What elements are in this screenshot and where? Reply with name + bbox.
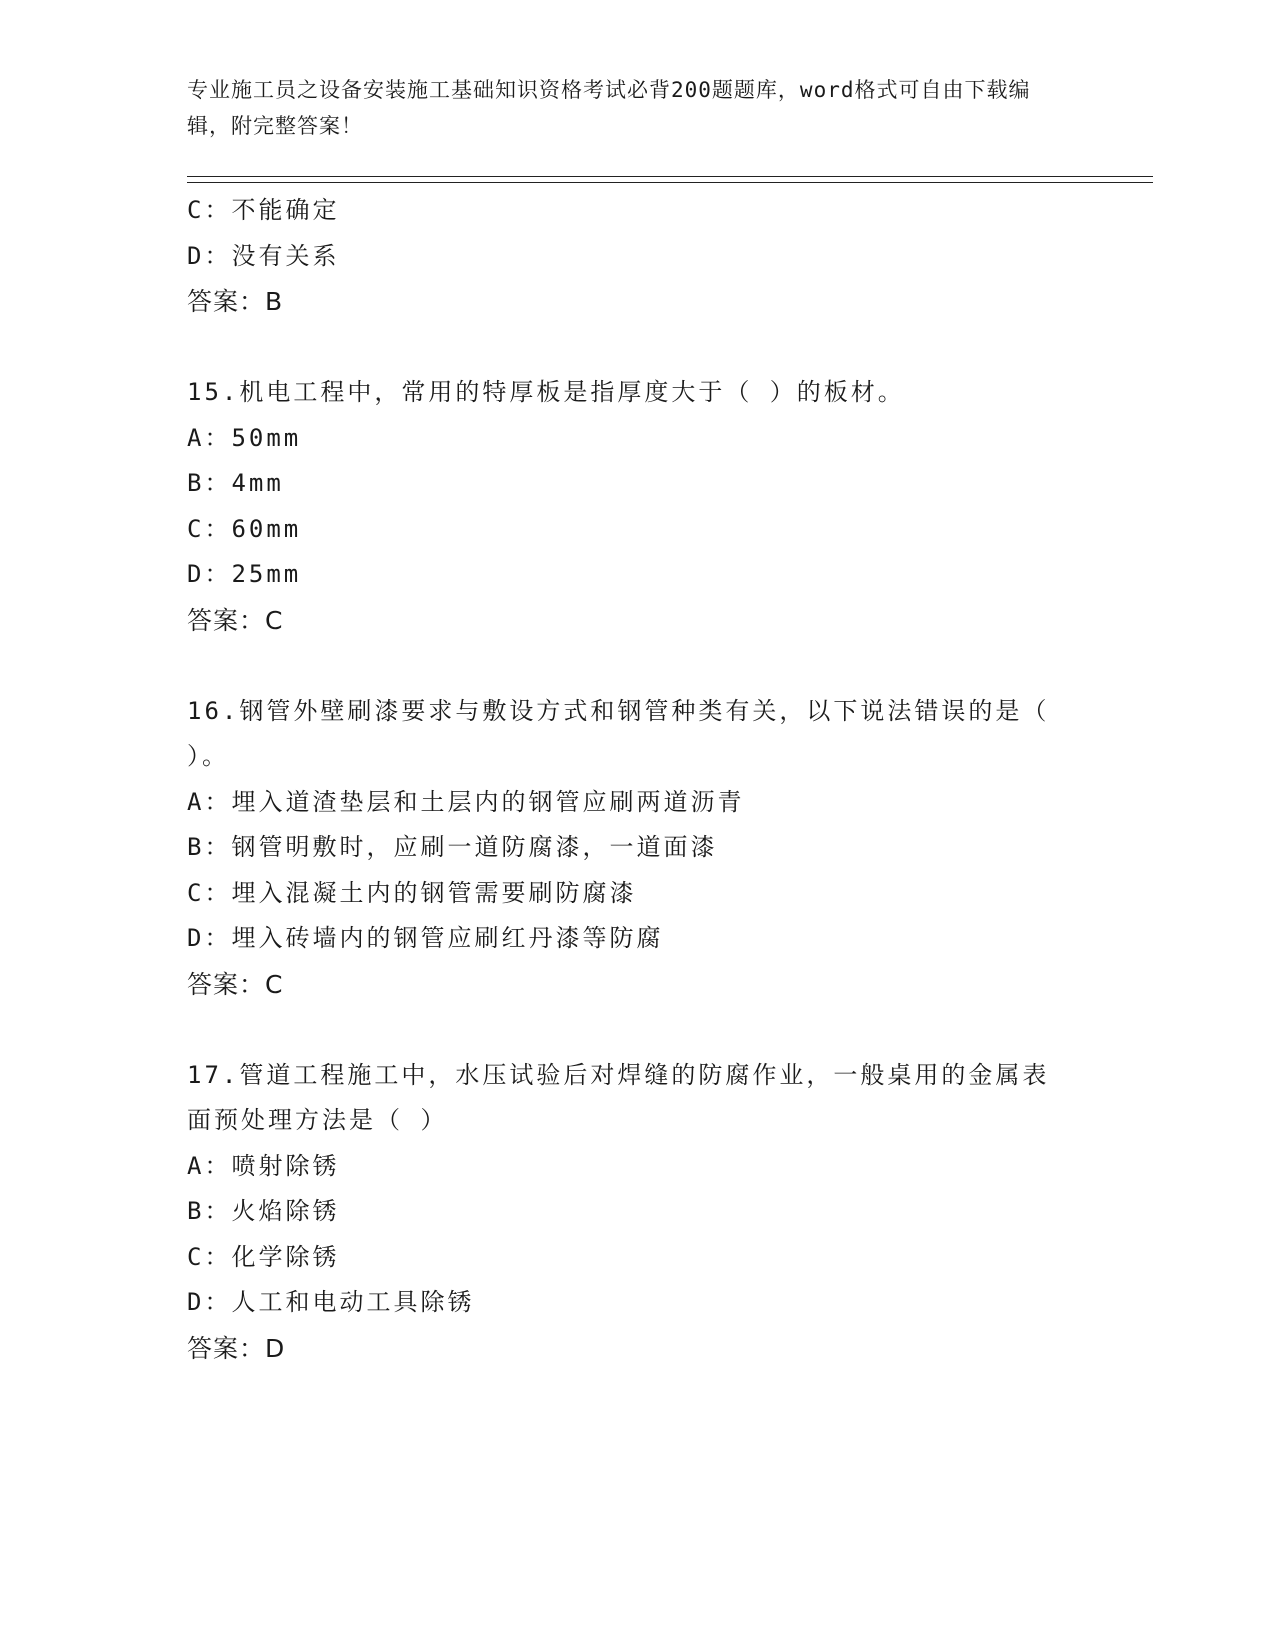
option-d: D：埋入砖墙内的钢管应刷红丹漆等防腐 <box>187 924 664 952</box>
option-d: D：没有关系 <box>187 241 340 270</box>
document-header: 专业施工员之设备安装施工基础知识资格考试必背200题题库，word格式可自由下载编辑，附完整答案！ <box>187 78 1031 138</box>
header-rule-bottom <box>187 182 1153 183</box>
question-stem: 15.机电工程中，常用的特厚板是指厚度大于（ ）的板材。 <box>187 378 905 406</box>
carryover-question <box>187 188 1067 325</box>
option-c: C：埋入混凝土内的钢管需要刷防腐漆 <box>187 878 637 907</box>
spacer <box>187 1007 1067 1053</box>
option-b: B：钢管明敷时，应刷一道防腐漆，一道面漆 <box>187 833 718 861</box>
option-d: D：25mm <box>187 560 302 588</box>
option-a: A：埋入道渣垫层和土层内的钢管应刷两道沥青 <box>187 787 745 816</box>
option-a: A：50mm <box>187 423 302 452</box>
option-c: C：不能确定 <box>187 196 340 224</box>
option-c: C：60mm <box>187 514 302 543</box>
spacer <box>187 643 1067 689</box>
question-15 <box>187 370 1067 643</box>
spacer <box>187 325 1067 371</box>
option-c: C：化学除锈 <box>187 1242 340 1271</box>
option-d: D：人工和电动工具除锈 <box>187 1288 475 1316</box>
answer-line: 答案：C <box>187 969 284 999</box>
answer-line: 答案：D <box>187 1333 286 1363</box>
option-a: A：喷射除锈 <box>187 1151 340 1180</box>
option-b: B：4mm <box>187 469 284 497</box>
answer-line: 答案：B <box>187 287 284 316</box>
question-16 <box>187 689 1067 1008</box>
question-17 <box>187 1053 1067 1372</box>
question-stem: 16.钢管外壁刷漆要求与敷设方式和钢管种类有关，以下说法错误的是（ ）。 <box>187 696 1050 770</box>
option-b: B：火焰除锈 <box>187 1197 340 1225</box>
question-list <box>187 188 1067 1371</box>
header-rule-top <box>187 176 1153 177</box>
answer-line: 答案：C <box>187 605 284 635</box>
question-stem: 17.管道工程施工中，水压试验后对焊缝的防腐作业，一般桌用的金属表面预处理方法是（ ） <box>187 1060 1050 1134</box>
